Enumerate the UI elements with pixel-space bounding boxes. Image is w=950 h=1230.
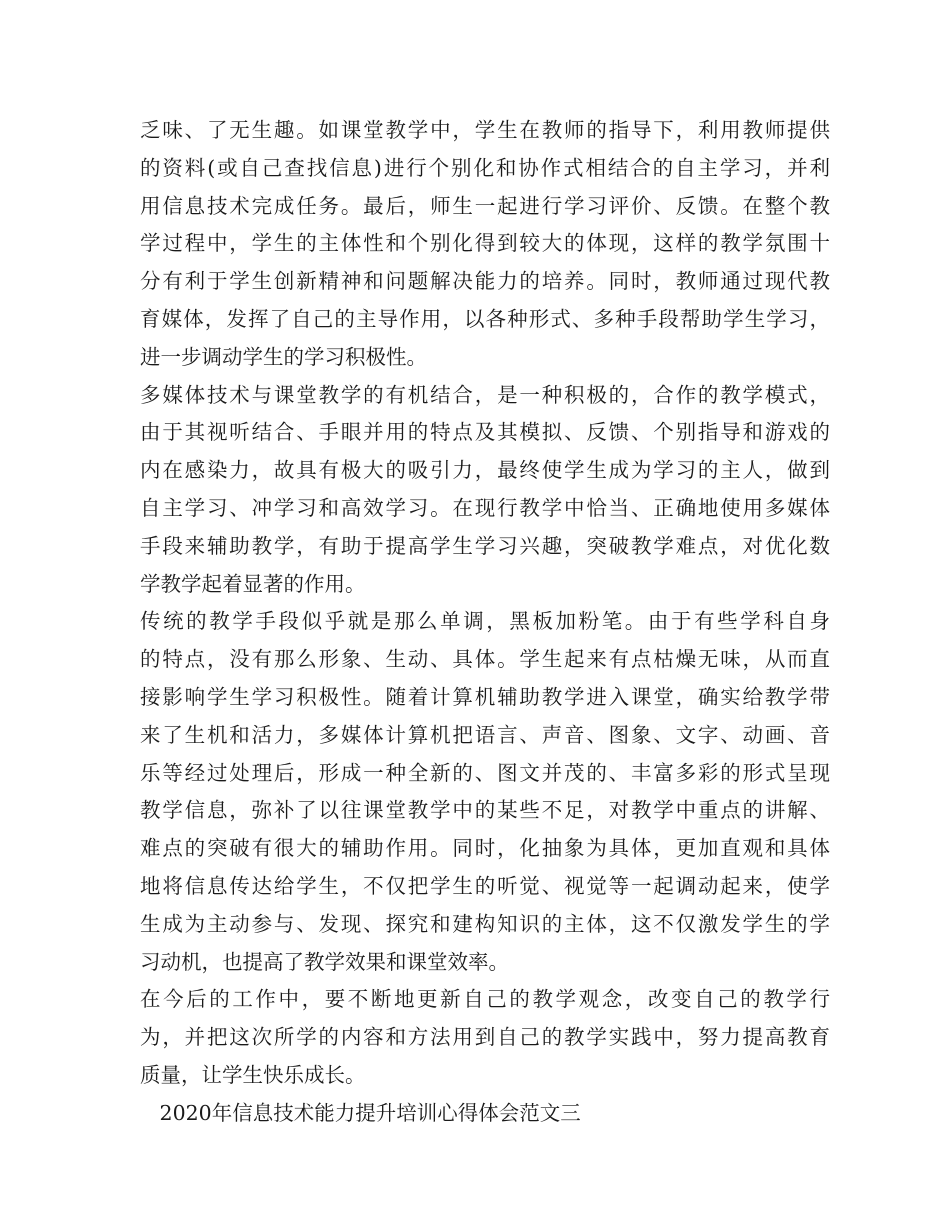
text-line: 生成为主动参与、发现、探究和建构知识的主体，这不仅激发学生的学 bbox=[140, 911, 830, 936]
text-line: 内在感染力，故具有极大的吸引力，最终使学生成为学习的主人，做到 bbox=[140, 458, 830, 483]
text-line: 接影响学生学习积极性。随着计算机辅助教学进入课堂，确实给教学带 bbox=[140, 684, 830, 709]
text-line: 学过程中，学生的主体性和个别化得到较大的体现，这样的教学氛围十 bbox=[140, 231, 830, 256]
text-line: 多媒体技术与课堂教学的有机结合，是一种积极的，合作的教学模式， bbox=[140, 382, 830, 407]
paragraph bbox=[140, 112, 830, 377]
text-line: 习动机，也提高了教学效果和课堂效率。 bbox=[140, 949, 509, 974]
text-line: 用信息技术完成任务。最后，师生一起进行学习评价、反馈。在整个教 bbox=[140, 193, 830, 218]
text-line: 为，并把这次所学的内容和方法用到自己的教学实践中，努力提高教育 bbox=[140, 1025, 830, 1050]
text-line: 教学信息，弥补了以往课堂教学中的某些不足，对教学中重点的讲解、 bbox=[140, 798, 830, 823]
text-line: 质量，让学生快乐成长。 bbox=[140, 1062, 366, 1087]
text-line: 分有利于学生创新精神和问题解决能力的培养。同时，教师通过现代教 bbox=[140, 269, 830, 294]
text-line: 乐等经过处理后，形成一种全新的、图文并茂的、丰富多彩的形式呈现 bbox=[140, 760, 830, 785]
text-line: 由于其视听结合、手眼并用的特点及其模拟、反馈、个别指导和游戏的 bbox=[140, 420, 830, 445]
text-line: 在今后的工作中，要不断地更新自己的教学观念，改变自己的教学行 bbox=[140, 987, 830, 1012]
text-line: 自主学习、冲学习和高效学习。在现行教学中恰当、正确地使用多媒体 bbox=[140, 495, 830, 520]
text-line: 学教学起着显著的作用。 bbox=[140, 571, 366, 596]
paragraph bbox=[140, 603, 830, 981]
text-line: 传统的教学手段似乎就是那么单调，黑板加粉笔。由于有些学科自身 bbox=[140, 609, 830, 634]
text-line: 的资料(或自己查找信息)进行个别化和协作式相结合的自主学习，并利 bbox=[140, 155, 830, 180]
text-line: 进一步调动学生的学习积极性。 bbox=[140, 344, 427, 369]
text-line: 难点的突破有很大的辅助作用。同时，化抽象为具体，更加直观和具体 bbox=[140, 836, 830, 861]
text-line: 来了生机和活力，多媒体计算机把语言、声音、图象、文字、动画、音 bbox=[140, 722, 830, 747]
paragraph bbox=[140, 377, 830, 604]
text-line: 乏味、了无生趣。如课堂教学中，学生在教师的指导下，利用教师提供 bbox=[140, 118, 830, 142]
text-line: 手段来辅助教学，有助于提高学生学习兴趣，突破教学难点，对优化数 bbox=[140, 533, 830, 558]
document-body bbox=[140, 112, 830, 1133]
text-line: 的特点，没有那么形象、生动、具体。学生起来有点枯燥无味，从而直 bbox=[140, 647, 830, 672]
paragraph bbox=[140, 981, 830, 1094]
text-line: 育媒体，发挥了自己的主导作用，以各种形式、多种手段帮助学生学习， bbox=[140, 306, 830, 331]
heading-text: 2020年信息技术能力提升培训心得体会范文三 bbox=[140, 1100, 581, 1125]
text-line: 地将信息传达给学生，不仅把学生的听觉、视觉等一起调动起来，使学 bbox=[140, 873, 830, 898]
section-heading bbox=[140, 1095, 830, 1133]
